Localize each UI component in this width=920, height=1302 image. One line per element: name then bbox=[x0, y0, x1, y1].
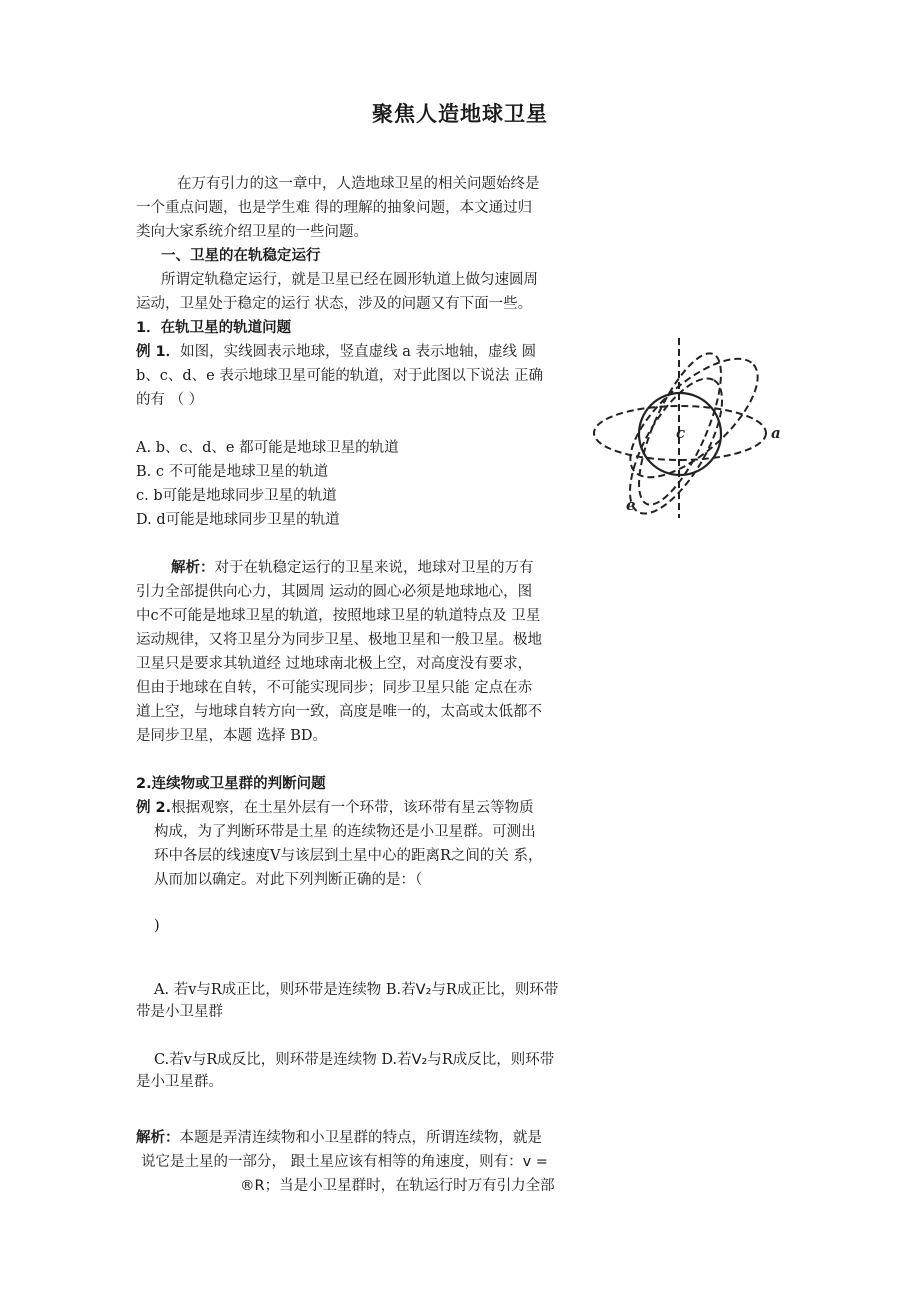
q2-analysis-text-3: 当是小卫星群时，在轨运行时万有引力全部 bbox=[279, 1178, 555, 1194]
q2-heading: 2.连续物或卫星群的判断问题 bbox=[136, 776, 326, 792]
q2-label: 例 2. bbox=[136, 800, 172, 816]
q1-analysis-text-1: 对于在轨稳定运行的卫星来说，地球对卫星的万有 bbox=[214, 560, 534, 576]
q2-line-4: 从而加以确定。对此下列判断正确的是：（ bbox=[154, 872, 423, 888]
q2-text-1: 根据观察，在土星外层有一个环带，该环带有星云等物质 bbox=[171, 800, 534, 816]
q1-analysis-line-4: 运动规律，又将卫星分为同步卫星、极地卫星和一般卫星。极地 bbox=[136, 632, 542, 648]
q2-analysis-label: 解析： bbox=[136, 1130, 180, 1146]
q1-analysis-line-1 bbox=[171, 556, 534, 580]
q1-analysis-line-2: 引力全部提供向心力，其圆周 运动的圆心必须是地球地心，图 bbox=[136, 584, 533, 600]
q1-text-1: 如图，实线圆表示地球，竖直虚线 a 表示地轴，虚线 圆 bbox=[180, 344, 537, 360]
q2-line-1 bbox=[136, 796, 534, 820]
q2-options-ab-line-2: 带是小卫星群 bbox=[136, 1004, 223, 1020]
page-title: 聚焦人造地球卫星 bbox=[372, 102, 548, 126]
section1-heading: 一、卫星的在轨稳定运行 bbox=[161, 248, 321, 264]
q1-analysis-line-5: 卫星只是要求其轨道经 过地球南北极上空，对高度没有要求， bbox=[136, 656, 533, 672]
q1-label: 例 1． bbox=[136, 344, 181, 360]
q2-analysis-line-3 bbox=[240, 1174, 555, 1198]
intro-line-1: 在万有引力的这一章中，人造地球卫星的相关问题始终是 bbox=[177, 176, 540, 192]
q1-analysis-line-3: 中c不可能是地球卫星的轨道，按照地球卫星的轨道特点及 卫星 bbox=[136, 608, 541, 624]
q1-option-b: B. c 不可能是地球卫星的轨道 bbox=[136, 464, 329, 480]
q1-line-1 bbox=[136, 340, 536, 364]
q2-option-b-text: 与R成正比，则环带 bbox=[431, 982, 559, 998]
section1-paragraph-line-1: 所谓定轨稳定运行，就是卫星已经在圆形轨道上做匀速圆周 bbox=[161, 272, 538, 288]
q2-analysis-line-2 bbox=[141, 1150, 548, 1174]
q1-heading: 1．在轨卫星的轨道问题 bbox=[136, 320, 292, 336]
q1-option-d: D. d可能是地球同步卫星的轨道 bbox=[136, 512, 340, 528]
q2-option-a-text: A. 若v与R成正比，则环带是连续物 B.若 bbox=[154, 982, 416, 998]
q2-line-3: 环中各层的线速度V与该层到土星中心的距离R之间的关 系， bbox=[154, 848, 543, 864]
q1-line-3: 的有 （ ） bbox=[136, 392, 204, 408]
q1-analysis-line-6: 但由于地球在自转，不可能实现同步；同步卫星只能 定点在赤 bbox=[136, 680, 533, 696]
q1-option-c: c. b可能是地球同步卫星的轨道 bbox=[136, 488, 337, 504]
q1-analysis-line-7: 道上空，与地球自转方向一致，高度是唯一的，太高或太低都不 bbox=[136, 704, 542, 720]
q2-v2-symbol: V₂ bbox=[415, 982, 432, 998]
q2-equation-r: ®R； bbox=[240, 1178, 280, 1194]
q2-analysis-line-1 bbox=[136, 1126, 542, 1150]
q2-equation-v: v = bbox=[522, 1154, 548, 1170]
q2-v2-symbol-2: V₂ bbox=[411, 1052, 428, 1068]
q2-line-5: ) bbox=[154, 918, 160, 934]
q1-option-a: A. b、c、d、e 都可能是地球卫星的轨道 bbox=[136, 440, 399, 456]
q2-analysis-text-1: 本题是弄清连续物和小卫星群的特点，所谓连续物，就是 bbox=[179, 1130, 542, 1146]
q2-options-cd-line-2: 是小卫星群。 bbox=[136, 1074, 223, 1090]
q2-option-c-text: C.若v与R成反比，则环带是连续物 D.若 bbox=[154, 1052, 412, 1068]
q2-options-ab-line-1 bbox=[154, 978, 558, 1002]
orbit-figure bbox=[588, 330, 788, 530]
q2-options-cd-line-1 bbox=[154, 1048, 554, 1072]
orbit-label-c: c bbox=[676, 424, 686, 442]
intro-line-2: 一个重点问题，也是学生难 得的理解的抽象问题，本文通过归 bbox=[136, 200, 533, 216]
orbit-label-a: a bbox=[771, 424, 781, 442]
section1-paragraph-line-2: 运动，卫星处于稳定的运行 状态，涉及的问题又有下面一些。 bbox=[136, 296, 533, 312]
q1-line-2: b、c、d、e 表示地球卫星可能的轨道，对于此图以下说法 正确 bbox=[136, 368, 543, 384]
q2-line-2: 构成，为了判断环带是土星 的连续物还是小卫星群。可测出 bbox=[154, 824, 536, 840]
q1-analysis-line-8: 是同步卫星，本题 选择 BD。 bbox=[136, 728, 327, 744]
orbit-label-e: e bbox=[626, 496, 636, 514]
q2-analysis-text-2: 说它是土星的一部分， 跟土星应该有相等的角速度，则有： bbox=[141, 1154, 523, 1170]
q1-analysis-label: 解析： bbox=[171, 560, 215, 576]
q2-option-d-text: 与R成反比，则环带 bbox=[427, 1052, 555, 1068]
intro-line-3: 类向大家系统介绍卫星的一些问题。 bbox=[136, 224, 368, 240]
